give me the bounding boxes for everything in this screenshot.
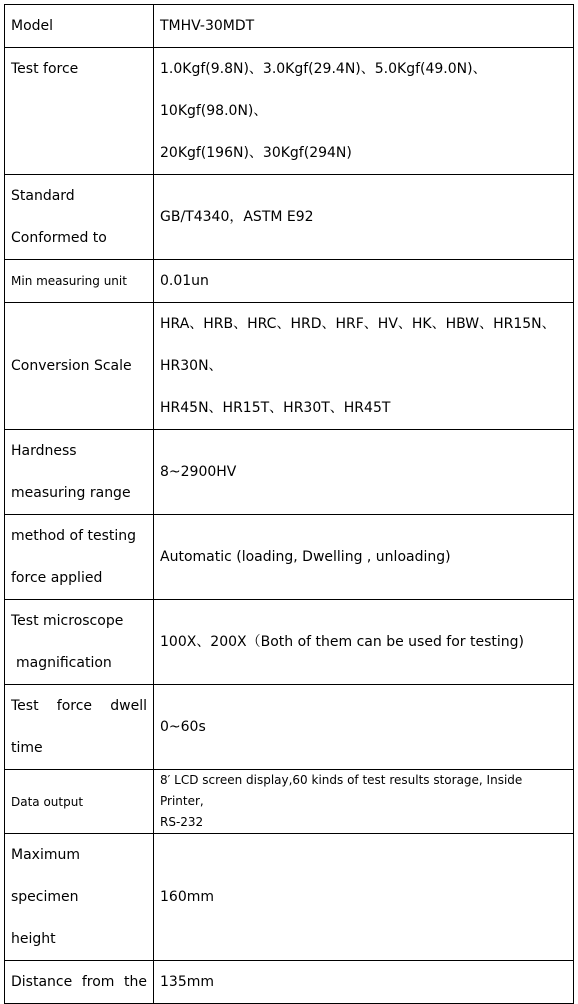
row-value [154, 685, 574, 770]
row-label-text: Min measuring unit [11, 274, 127, 288]
row-value-text: HR45N、HR15T、HR30T、HR45T [160, 400, 391, 416]
row-label [5, 430, 154, 515]
row-value-text: Automatic (loading, Dwelling , unloading) [160, 549, 451, 565]
row-value [154, 515, 574, 600]
row-label [5, 834, 154, 961]
table-row [5, 303, 574, 430]
row-label-text: time [11, 740, 43, 756]
table-row [5, 600, 574, 685]
table-row [5, 961, 574, 1004]
row-label-text: Hardness [11, 443, 77, 459]
row-value [154, 48, 574, 175]
row-label [5, 175, 154, 260]
row-label [5, 5, 154, 48]
row-label-text: Test force dwell [11, 698, 147, 714]
row-value-text: 0~60s [160, 719, 206, 735]
row-label [5, 685, 154, 770]
row-value [154, 834, 574, 961]
row-label-text: magnification [16, 655, 112, 671]
row-label-text: Standard [11, 188, 75, 204]
row-value-text: 160mm [160, 889, 214, 905]
spec-table [4, 4, 574, 1004]
row-value-text: 20Kgf(196N)、30Kgf(294N) [160, 145, 352, 161]
row-value-text: 8′ LCD screen display,60 kinds of test results storage, Inside Printer, [160, 773, 523, 808]
row-value-text: 1.0Kgf(9.8N)、3.0Kgf(29.4N)、5.0Kgf(49.0N)、10Kgf(98.0N)、 [160, 61, 487, 119]
row-label [5, 515, 154, 600]
row-value [154, 175, 574, 260]
row-label [5, 260, 154, 303]
table-row [5, 175, 574, 260]
table-row [5, 515, 574, 600]
row-value-text: HRA、HRB、HRC、HRD、HRF、HV、HK、HBW、HR15N、HR30N、 [160, 316, 556, 374]
row-label-text: measuring range [11, 485, 131, 501]
table-row [5, 770, 574, 834]
row-value-text: 0.01un [160, 273, 209, 289]
table-row [5, 685, 574, 770]
row-value [154, 303, 574, 430]
row-label [5, 303, 154, 430]
row-value-text: 8~2900HV [160, 464, 237, 480]
row-label-text: height [11, 931, 56, 947]
table-row [5, 48, 574, 175]
table-row [5, 5, 574, 48]
row-value [154, 5, 574, 48]
row-value-text: 100X、200X（Both of them can be used for testing) [160, 634, 524, 650]
row-value [154, 770, 574, 834]
row-label-text: Test microscope [11, 613, 124, 629]
row-value-text: 135mm [160, 974, 214, 990]
row-label-text: Model [11, 18, 54, 34]
row-value-text: GB/T4340，ASTM E92 [160, 209, 314, 225]
row-label-text: Conversion Scale [11, 358, 132, 374]
row-value [154, 961, 574, 1004]
table-row [5, 834, 574, 961]
table-row [5, 430, 574, 515]
row-label-text: method of testing [11, 528, 136, 544]
row-label [5, 600, 154, 685]
row-value [154, 600, 574, 685]
row-value [154, 430, 574, 515]
table-row [5, 260, 574, 303]
row-label-text: Test force [11, 61, 79, 77]
row-label-text: Distance from the [11, 974, 147, 990]
row-value [154, 260, 574, 303]
row-value-text: TMHV-30MDT [160, 18, 255, 34]
row-label-text: Conformed to [11, 230, 107, 246]
row-value-text: RS-232 [160, 815, 204, 829]
row-label [5, 961, 154, 1004]
row-label-text: Data output [11, 794, 84, 809]
row-label [5, 770, 154, 834]
row-label-text: force applied [11, 570, 103, 586]
row-label-text: Maximum specimen [11, 847, 80, 905]
row-label [5, 48, 154, 175]
